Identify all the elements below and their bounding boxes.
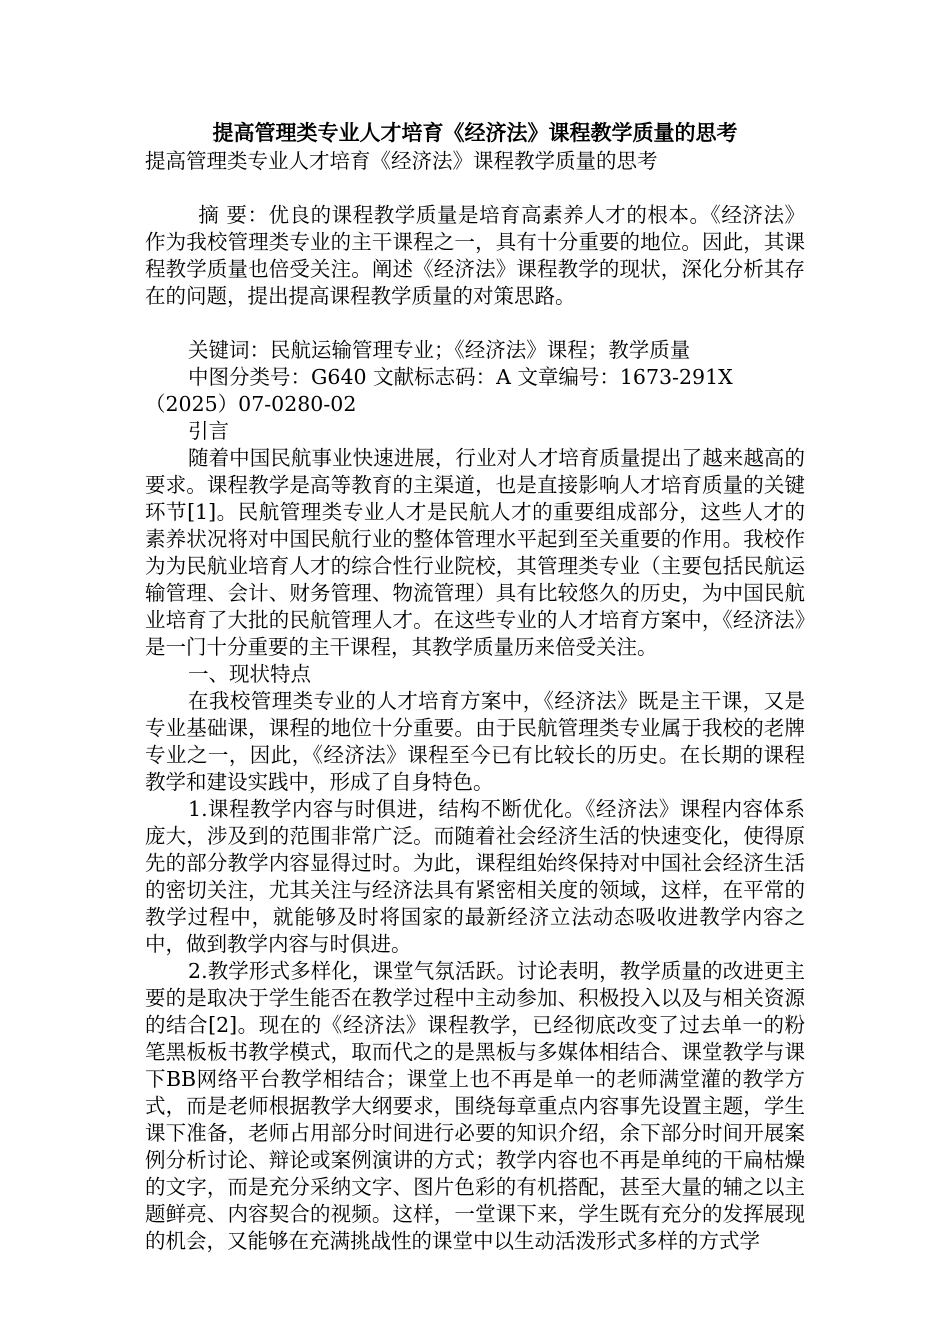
section1-heading: 一、现状特点 [188,662,312,686]
spacer [145,310,805,337]
abstract-paragraph: 摘 要：优良的课程教学质量是培育高素养人才的根本。《经济法》作为我校管理类专业的主干课程之一，具有十分重要的地位。因此，其课程教学质量也倍受关注。阐述《经济法》课程教学的现状，深化分析其存在的问题，提出提高课程教学质量的对策思路。 [145,203,805,308]
intro-heading: 引言 [188,419,230,443]
point1-paragraph: 1.课程教学内容与时俱进，结构不断优化。《经济法》课程内容体系庞大，涉及到的范围非常广泛。而随着社会经济生活的快速变化，使得原先的部分教学内容显得过时。为此，课程组始终保持对中国社会经济生活的密切关注，尤其关注与经济法具有紧密相关度的领域，这样，在平常的教学过程中，就能够及时将国家的最新经济立法动态吸收进教学内容之中，做到教学内容与时俱进。 [145,797,805,956]
intro-paragraph: 随着中国民航事业快速进展，行业对人才培育质量提出了越来越高的要求。课程教学是高等教育的主渠道，也是直接影响人才培育质量的关键环节[1]。民航管理类专业人才是民航人才的重要组成部分，这些人才的素养状况将对中国民航行业的整体管理水平起到至关重要的作用。我校作为为民航业培育人才的综合性行业院校，其管理类专业（主要包括民航运输管理、会计、财务管理、物流管理）具有比较悠久的历史，为中国民航业培育了大批的民航管理人才。在这些专业的人才培育方案中，《经济法》是一门十分重要的主干课程，其教学质量历来倍受关注。 [145,446,805,659]
point2-paragraph: 2.教学形式多样化，课堂气氛活跃。讨论表明，教学质量的改进更主要的是取决于学生能否在教学过程中主动参加、积极投入以及与相关资源的结合[2]。现在的《经济法》课程教学，已经彻底改变了过去单一的粉笔黑板板书教学模式，取而代之的是黑板与多媒体相结合、课堂教学与课下BB网络平台教学相结合；课堂上也不再是单一的老师满堂灌的教学方式，而是老师根据教学大纲要求，围绕每章重点内容事先设置主题，学生课下准备，老师占用部分时间进行必要的知识介绍，余下部分时间开展案例分析讨论、辩论或案例演讲的方式；教学内容也不再是单纯的干扁枯燥的文字，而是充分采纳文字、图片色彩的有机搭配，甚至大量的辅之以主题鲜亮、内容契合的视频。这样，一堂课下来，学生既有充分的发挥展现的机会，又能够在充满挑战性的课堂中以生动活泼形式多样的方式学 [145,959,805,1253]
document-page [145,118,805,1255]
document-subtitle: 提高管理类专业人才培育《经济法》课程教学质量的思考 [145,149,658,173]
classification-line: 中图分类号：G640 文献标志码：A 文章编号：1673-291X（2025）07-0280-02 [145,365,733,416]
section1-paragraph: 在我校管理类专业的人才培育方案中，《经济法》既是主干课，又是专业基础课，课程的地位十分重要。由于民航管理类专业属于我校的老牌专业之一，因此，《经济法》课程至今已有比较长的历史。在长期的课程教学和建设实践中，形成了自身特色。 [145,689,805,794]
keywords-line: 关键词：民航运输管理专业；《经济法》课程；教学质量 [188,338,691,362]
document-title: 提高管理类专业人才培育《经济法》课程教学质量的思考 [212,121,738,145]
